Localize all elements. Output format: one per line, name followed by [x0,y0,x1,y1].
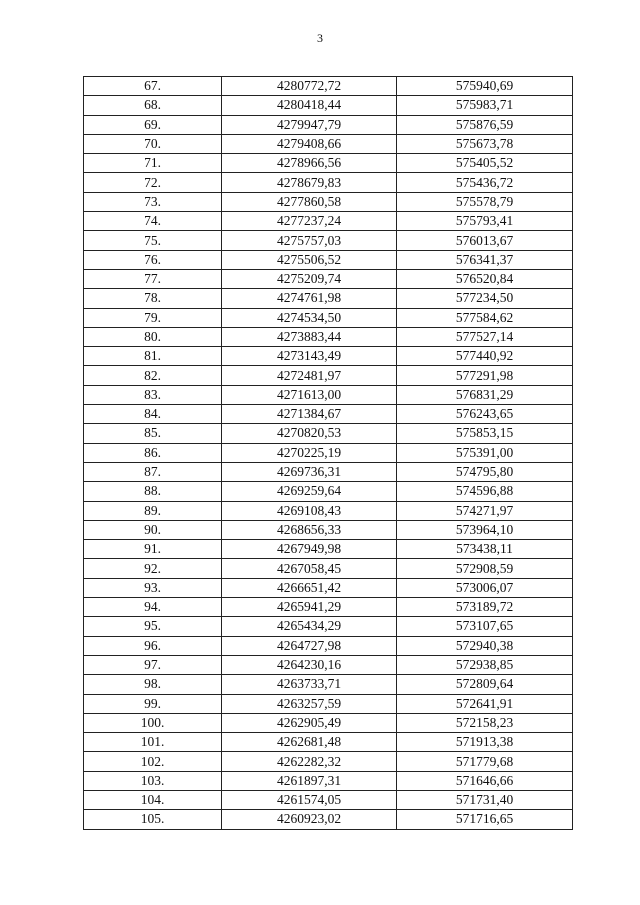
y-coordinate-cell: 573189,72 [397,598,573,617]
table-row [84,540,573,559]
y-coordinate-cell: 576831,29 [397,385,573,404]
table-row [84,790,573,809]
point-number-cell: 87. [84,462,222,481]
table-row [84,713,573,732]
x-coordinate-cell: 4262681,48 [222,733,397,752]
x-coordinate-cell: 4262282,32 [222,752,397,771]
x-coordinate-cell: 4274761,98 [222,289,397,308]
x-coordinate-cell: 4263257,59 [222,694,397,713]
x-coordinate-cell: 4269259,64 [222,482,397,501]
point-number-cell: 74. [84,212,222,231]
y-coordinate-cell: 576341,37 [397,250,573,269]
point-number-cell: 69. [84,115,222,134]
point-number-cell: 80. [84,327,222,346]
table-row [84,598,573,617]
table-row [84,96,573,115]
x-coordinate-cell: 4267949,98 [222,540,397,559]
y-coordinate-cell: 573964,10 [397,520,573,539]
y-coordinate-cell: 572908,59 [397,559,573,578]
y-coordinate-cell: 576243,65 [397,405,573,424]
page-number: 3 [317,31,323,45]
x-coordinate-cell: 4275209,74 [222,269,397,288]
y-coordinate-cell: 577440,92 [397,347,573,366]
y-coordinate-cell: 577291,98 [397,366,573,385]
x-coordinate-cell: 4270225,19 [222,443,397,462]
table-row [84,327,573,346]
y-coordinate-cell: 571716,65 [397,810,573,829]
table-row [84,752,573,771]
table-row [84,462,573,481]
point-number-cell: 79. [84,308,222,327]
point-number-cell: 95. [84,617,222,636]
table-row [84,443,573,462]
point-number-cell: 76. [84,250,222,269]
point-number-cell: 83. [84,385,222,404]
x-coordinate-cell: 4278679,83 [222,173,397,192]
y-coordinate-cell: 573107,65 [397,617,573,636]
point-number-cell: 102. [84,752,222,771]
x-coordinate-cell: 4280772,72 [222,77,397,96]
point-number-cell: 98. [84,675,222,694]
point-number-cell: 86. [84,443,222,462]
point-number-cell: 82. [84,366,222,385]
y-coordinate-cell: 572158,23 [397,713,573,732]
y-coordinate-cell: 576013,67 [397,231,573,250]
y-coordinate-cell: 575853,15 [397,424,573,443]
y-coordinate-cell: 575578,79 [397,192,573,211]
point-number-cell: 96. [84,636,222,655]
y-coordinate-cell: 575391,00 [397,443,573,462]
x-coordinate-cell: 4273143,49 [222,347,397,366]
x-coordinate-cell: 4271384,67 [222,405,397,424]
table-row [84,810,573,829]
y-coordinate-cell: 572940,38 [397,636,573,655]
y-coordinate-cell: 573006,07 [397,578,573,597]
point-number-cell: 68. [84,96,222,115]
point-number-cell: 85. [84,424,222,443]
x-coordinate-cell: 4265434,29 [222,617,397,636]
point-number-cell: 88. [84,482,222,501]
y-coordinate-cell: 572938,85 [397,655,573,674]
table-row [84,617,573,636]
x-coordinate-cell: 4277237,24 [222,212,397,231]
coordinates-table-body [84,77,573,830]
table-row [84,77,573,96]
y-coordinate-cell: 575940,69 [397,77,573,96]
point-number-cell: 101. [84,733,222,752]
point-number-cell: 70. [84,134,222,153]
x-coordinate-cell: 4270820,53 [222,424,397,443]
table-row [84,173,573,192]
point-number-cell: 77. [84,269,222,288]
point-number-cell: 100. [84,713,222,732]
y-coordinate-cell: 574795,80 [397,462,573,481]
table-row [84,385,573,404]
x-coordinate-cell: 4264230,16 [222,655,397,674]
x-coordinate-cell: 4267058,45 [222,559,397,578]
table-row [84,289,573,308]
table-row [84,250,573,269]
y-coordinate-cell: 577527,14 [397,327,573,346]
y-coordinate-cell: 576520,84 [397,269,573,288]
point-number-cell: 105. [84,810,222,829]
point-number-cell: 84. [84,405,222,424]
x-coordinate-cell: 4279947,79 [222,115,397,134]
y-coordinate-cell: 577584,62 [397,308,573,327]
x-coordinate-cell: 4269736,31 [222,462,397,481]
x-coordinate-cell: 4273883,44 [222,327,397,346]
point-number-cell: 81. [84,347,222,366]
y-coordinate-cell: 572641,91 [397,694,573,713]
table-row [84,308,573,327]
x-coordinate-cell: 4272481,97 [222,366,397,385]
point-number-cell: 94. [84,598,222,617]
x-coordinate-cell: 4261897,31 [222,771,397,790]
table-row [84,405,573,424]
x-coordinate-cell: 4261574,05 [222,790,397,809]
y-coordinate-cell: 575793,41 [397,212,573,231]
x-coordinate-cell: 4264727,98 [222,636,397,655]
y-coordinate-cell: 577234,50 [397,289,573,308]
point-number-cell: 75. [84,231,222,250]
x-coordinate-cell: 4260923,02 [222,810,397,829]
table-row [84,269,573,288]
table-row [84,115,573,134]
table-row [84,424,573,443]
table-row [84,482,573,501]
table-row [84,694,573,713]
y-coordinate-cell: 575405,52 [397,154,573,173]
coordinates-table [83,76,573,830]
y-coordinate-cell: 574271,97 [397,501,573,520]
table-row [84,733,573,752]
x-coordinate-cell: 4265941,29 [222,598,397,617]
point-number-cell: 71. [84,154,222,173]
point-number-cell: 72. [84,173,222,192]
y-coordinate-cell: 571731,40 [397,790,573,809]
y-coordinate-cell: 571646,66 [397,771,573,790]
table-row [84,520,573,539]
x-coordinate-cell: 4279408,66 [222,134,397,153]
x-coordinate-cell: 4280418,44 [222,96,397,115]
x-coordinate-cell: 4274534,50 [222,308,397,327]
x-coordinate-cell: 4271613,00 [222,385,397,404]
table-row [84,501,573,520]
point-number-cell: 97. [84,655,222,674]
point-number-cell: 99. [84,694,222,713]
table-row [84,134,573,153]
x-coordinate-cell: 4262905,49 [222,713,397,732]
point-number-cell: 89. [84,501,222,520]
point-number-cell: 104. [84,790,222,809]
x-coordinate-cell: 4275506,52 [222,250,397,269]
table-row [84,636,573,655]
table-row [84,366,573,385]
x-coordinate-cell: 4266651,42 [222,578,397,597]
x-coordinate-cell: 4277860,58 [222,192,397,211]
table-row [84,559,573,578]
y-coordinate-cell: 572809,64 [397,675,573,694]
y-coordinate-cell: 571913,38 [397,733,573,752]
x-coordinate-cell: 4275757,03 [222,231,397,250]
y-coordinate-cell: 571779,68 [397,752,573,771]
point-number-cell: 93. [84,578,222,597]
point-number-cell: 103. [84,771,222,790]
table-row [84,212,573,231]
table-row [84,771,573,790]
x-coordinate-cell: 4268656,33 [222,520,397,539]
point-number-cell: 91. [84,540,222,559]
point-number-cell: 73. [84,192,222,211]
table-row [84,655,573,674]
y-coordinate-cell: 575876,59 [397,115,573,134]
point-number-cell: 90. [84,520,222,539]
y-coordinate-cell: 574596,88 [397,482,573,501]
point-number-cell: 78. [84,289,222,308]
y-coordinate-cell: 575983,71 [397,96,573,115]
point-number-cell: 92. [84,559,222,578]
x-coordinate-cell: 4269108,43 [222,501,397,520]
point-number-cell: 67. [84,77,222,96]
y-coordinate-cell: 575436,72 [397,173,573,192]
table-row [84,231,573,250]
y-coordinate-cell: 575673,78 [397,134,573,153]
table-row [84,192,573,211]
x-coordinate-cell: 4278966,56 [222,154,397,173]
table-row [84,675,573,694]
table-row [84,578,573,597]
table-row [84,154,573,173]
x-coordinate-cell: 4263733,71 [222,675,397,694]
y-coordinate-cell: 573438,11 [397,540,573,559]
table-row [84,347,573,366]
